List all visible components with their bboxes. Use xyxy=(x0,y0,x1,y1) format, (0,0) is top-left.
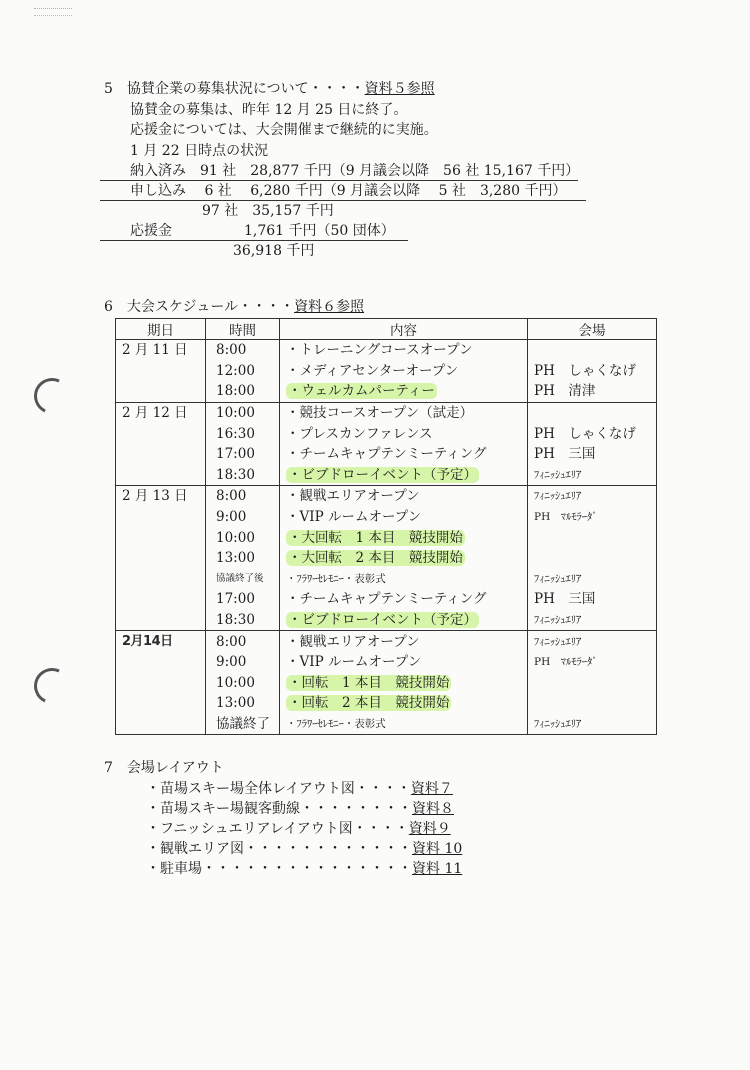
table-row xyxy=(116,714,657,735)
highlighted-content: ・大回転 1 本目 競技開始 xyxy=(288,529,463,546)
schedule-table xyxy=(115,318,657,735)
content-cell: ・プレスカンファレンス xyxy=(280,423,528,444)
punch-hole-top xyxy=(29,373,75,419)
date-cell xyxy=(116,465,206,486)
table-row xyxy=(116,673,657,694)
handwritten-date-cell: 2月14日 xyxy=(116,631,206,652)
time-cell: 9:00 xyxy=(206,652,280,673)
section7-heading: 7 会場レイアウト xyxy=(104,760,224,776)
layout-item-label: ・苗場スキー場観客動線・・・・・・・・ xyxy=(146,801,412,817)
table-row xyxy=(116,507,657,528)
column-header-time: 時間 xyxy=(206,319,280,340)
content-cell: ・チームキャプテンミーティング xyxy=(280,589,528,610)
venue-cell xyxy=(528,402,657,423)
column-header-content: 内容 xyxy=(280,319,528,340)
highlighted-content: ・回転 2 本目 競技開始 xyxy=(288,695,450,712)
table-row xyxy=(116,402,657,423)
time-cell: 8:00 xyxy=(206,340,280,361)
date-cell xyxy=(116,652,206,673)
column-header-date: 期日 xyxy=(116,319,206,340)
layout-item-reference: 資料 11 xyxy=(412,861,463,877)
table-row xyxy=(116,381,657,402)
venue-cell: PH 三国 xyxy=(528,444,657,465)
time-cell: 18:30 xyxy=(206,610,280,631)
sponsor-subtotal-row: 97 社 35,157 千円 xyxy=(202,203,334,219)
date-cell: 2 月 13 日 xyxy=(116,486,206,507)
venue-cell: PH 三国 xyxy=(528,589,657,610)
rule-2 xyxy=(100,200,586,201)
section6-heading xyxy=(104,297,364,317)
content-cell: ・観戦エリアオープン xyxy=(280,631,528,652)
time-cell: 12:00 xyxy=(206,361,280,382)
layout-item-reference: 資料９ xyxy=(408,821,451,837)
column-header-venue: 会場 xyxy=(528,319,657,340)
corner-mark xyxy=(34,8,72,16)
schedule-header-row xyxy=(116,319,657,340)
support-fund-label: 応援金 xyxy=(130,223,172,239)
highlighted-content: ・ウェルカムパーティー xyxy=(288,383,435,400)
venue-cell: PH しゃくなげ xyxy=(528,423,657,444)
table-row xyxy=(116,589,657,610)
sponsor-applied-row: 申し込み 6 社 6,280 千円（9 月議会以降 5 社 3,280 千円） xyxy=(130,183,567,199)
venue-cell: PH ﾏﾙﾓﾗｰﾀﾞ xyxy=(528,652,657,673)
table-row xyxy=(116,444,657,465)
section6-heading-text: 6 大会スケジュール・・・・ xyxy=(104,299,295,315)
date-cell xyxy=(116,507,206,528)
table-row xyxy=(116,652,657,673)
content-cell xyxy=(280,465,528,486)
highlighted-content: ・回転 1 本目 競技開始 xyxy=(288,674,450,691)
time-cell: 18:30 xyxy=(206,465,280,486)
table-row xyxy=(116,361,657,382)
venue-cell: ﾌｨﾆｯｼｭｴﾘｱ xyxy=(528,465,657,486)
highlighted-content: ・ビブドローイベント（予定） xyxy=(288,612,477,629)
content-cell xyxy=(280,381,528,402)
support-fund-value: 1,761 千円（50 団体） xyxy=(244,223,395,239)
section5-line2: 応援金については、大会開催まで継続的に実施。 xyxy=(130,122,438,138)
day-group-feb13 xyxy=(116,486,657,631)
content-cell xyxy=(280,548,528,569)
time-cell: 9:00 xyxy=(206,507,280,528)
date-cell xyxy=(116,361,206,382)
layout-item xyxy=(146,779,453,799)
content-cell: ・VIP ルームオープン xyxy=(280,652,528,673)
venue-cell: ﾌｨﾆｯｼｭｴﾘｱ xyxy=(528,631,657,652)
date-cell xyxy=(116,527,206,548)
venue-cell: ﾌｨﾆｯｼｭｴﾘｱ xyxy=(528,569,657,590)
date-cell xyxy=(116,569,206,590)
day-group-feb14 xyxy=(116,631,657,735)
table-row xyxy=(116,486,657,507)
date-cell xyxy=(116,589,206,610)
time-cell: 10:00 xyxy=(206,402,280,423)
layout-item-label: ・フニッシュエリアレイアウト図・・・・ xyxy=(146,821,409,837)
time-cell: 17:00 xyxy=(206,444,280,465)
venue-cell: PH しゃくなげ xyxy=(528,361,657,382)
section5-heading xyxy=(104,79,435,99)
venue-cell: PH 清津 xyxy=(528,381,657,402)
content-cell: ・ﾌﾗﾜｰｾﾚﾓﾆｰ・表彰式 xyxy=(280,714,528,735)
venue-cell xyxy=(528,340,657,361)
venue-cell xyxy=(528,548,657,569)
date-cell xyxy=(116,693,206,714)
venue-cell: ﾌｨﾆｯｼｭｴﾘｱ xyxy=(528,610,657,631)
day-group-feb11 xyxy=(116,340,657,403)
content-cell: ・ﾌﾗﾜｰｾﾚﾓﾆｰ・表彰式 xyxy=(280,569,528,590)
sponsor-paid-row: 納入済み 91 社 28,877 千円（9 月議会以降 56 社 15,167 千円） xyxy=(130,163,580,179)
table-row xyxy=(116,465,657,486)
content-cell: ・メディアセンターオープン xyxy=(280,361,528,382)
layout-item-label: ・観戦エリア図・・・・・・・・・・・・ xyxy=(146,841,412,857)
content-cell xyxy=(280,527,528,548)
time-cell: 8:00 xyxy=(206,486,280,507)
day-group-feb12 xyxy=(116,402,657,485)
date-cell xyxy=(116,610,206,631)
layout-item-reference: 資料８ xyxy=(412,801,454,817)
section5-reference: 資料５参照 xyxy=(364,81,435,97)
content-cell: ・観戦エリアオープン xyxy=(280,486,528,507)
venue-cell xyxy=(528,527,657,548)
content-cell: ・VIP ルームオープン xyxy=(280,507,528,528)
time-cell: 8:00 xyxy=(206,631,280,652)
time-cell: 18:00 xyxy=(206,381,280,402)
venue-cell: PH ﾏﾙﾓﾗｰﾀﾞ xyxy=(528,507,657,528)
table-row xyxy=(116,548,657,569)
time-cell: 10:00 xyxy=(206,527,280,548)
date-cell xyxy=(116,673,206,694)
date-cell: 2 月 12 日 xyxy=(116,402,206,423)
date-cell xyxy=(116,423,206,444)
section5-line3: 1 月 22 日時点の状況 xyxy=(130,143,269,159)
time-cell: 10:00 xyxy=(206,673,280,694)
layout-item-label: ・苗場スキー場全体レイアウト図・・・・ xyxy=(146,781,411,797)
layout-item xyxy=(146,819,451,839)
content-cell: ・トレーニングコースオープン xyxy=(280,340,528,361)
section5-line1: 協賛金の募集は、昨年 12 月 25 日に終了。 xyxy=(130,102,408,118)
date-cell xyxy=(116,381,206,402)
venue-cell xyxy=(528,673,657,694)
table-row xyxy=(116,569,657,590)
highlighted-content: ・大回転 2 本目 競技開始 xyxy=(288,550,463,567)
table-row xyxy=(116,527,657,548)
layout-item xyxy=(146,799,454,819)
venue-cell: ﾌｨﾆｯｼｭｴﾘｱ xyxy=(528,486,657,507)
content-cell xyxy=(280,693,528,714)
layout-item-label: ・駐車場・・・・・・・・・・・・・・・ xyxy=(146,861,412,877)
layout-item-reference: 資料７ xyxy=(410,781,453,797)
layout-item xyxy=(146,839,462,859)
date-cell xyxy=(116,714,206,735)
venue-cell xyxy=(528,693,657,714)
date-cell xyxy=(116,444,206,465)
content-cell xyxy=(280,610,528,631)
time-cell: 17:00 xyxy=(206,589,280,610)
time-cell: 16:30 xyxy=(206,423,280,444)
section5-heading-text: 5 協賛企業の募集状況について・・・・ xyxy=(104,81,365,97)
date-cell xyxy=(116,548,206,569)
table-row xyxy=(116,631,657,652)
date-cell: 2 月 11 日 xyxy=(116,340,206,361)
section6-reference: 資料６参照 xyxy=(294,299,365,315)
layout-item-reference: 資料 10 xyxy=(412,841,463,857)
table-row xyxy=(116,693,657,714)
content-cell: ・チームキャプテンミーティング xyxy=(280,444,528,465)
time-cell: 協議終了 xyxy=(206,714,280,735)
time-cell: 協議終了後 xyxy=(206,569,280,590)
grand-total-row: 36,918 千円 xyxy=(233,243,315,259)
layout-item xyxy=(146,859,462,879)
table-row xyxy=(116,423,657,444)
time-cell: 13:00 xyxy=(206,548,280,569)
table-row xyxy=(116,340,657,361)
content-cell: ・競技コースオープン（試走） xyxy=(280,402,528,423)
punch-hole-bottom xyxy=(29,663,75,709)
content-cell xyxy=(280,673,528,694)
venue-cell: ﾌｨﾆｯｼｭｴﾘｱ xyxy=(528,714,657,735)
table-row xyxy=(116,610,657,631)
highlighted-content: ・ビブドローイベント（予定） xyxy=(288,466,477,483)
time-cell: 13:00 xyxy=(206,693,280,714)
